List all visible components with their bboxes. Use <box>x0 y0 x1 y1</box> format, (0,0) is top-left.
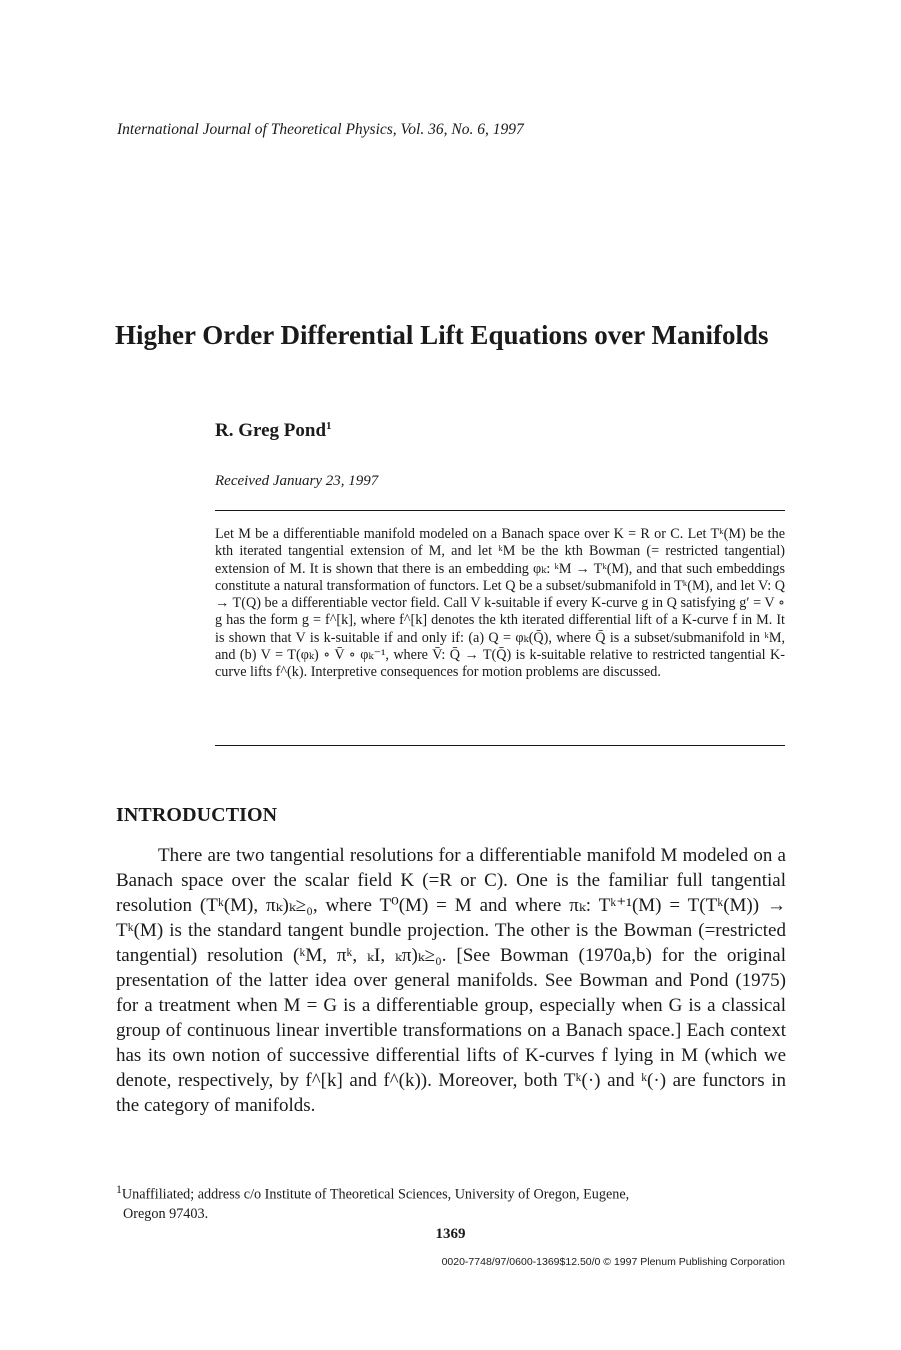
journal-citation: International Journal of Theoretical Physics, Vol. 36, No. 6, 1997 <box>117 121 524 138</box>
author-line <box>215 420 332 442</box>
author-footnote-mark: 1 <box>326 420 332 432</box>
abstract-text: Let M be a differentiable manifold modeled on a Banach space over K = R or C. Let Tᵏ(M) be the kth iterated tangential extension of M, and let ᵏM be the kth Bowman (= restricted tangential) extension of M. It is shown that there is an embedding φₖ: ᵏM → Tᵏ(M), and that such embeddings constitute a natural transformation of functors. Let Q be a subset/submanifold in Tᵏ(M), and let V: Q → T(Q) be a differentiable vector field. Call V k-suitable if every K-curve g in Q satisfying g′ = V ∘ g has the form g = f^[k], where f^[k] denotes the kth iterated differential lift of a K-curve f in M. It is shown that V is k-suitable if and only if: (a) Q = φₖ(Q̄), where Q̄ is a subset/submanifold in ᵏM, and (b) V = T(φₖ) ∘ V̄ ∘ φₖ⁻¹, where V̄: Q̄ → T(Q̄) is k-suitable relative to restricted tangential K-curve lifts f^(k). Interpretive consequences for motion problems are discussed. <box>215 526 785 681</box>
section-heading-introduction: INTRODUCTION <box>116 804 278 826</box>
footnote-mark: 1 <box>116 1182 122 1196</box>
abstract-bottom-rule <box>215 745 785 746</box>
author-name: R. Greg Pond <box>215 420 327 441</box>
paper-title: Higher Order Differential Lift Equations over Manifolds <box>115 320 769 350</box>
footnote <box>116 1180 786 1224</box>
abstract-top-rule <box>215 510 785 511</box>
footnote-line-2: Oregon 97403. <box>123 1205 209 1222</box>
received-date: Received January 23, 1997 <box>215 473 379 489</box>
introduction-paragraph: There are two tangential resolutions for a differentiable manifold M modeled on a Banach space over the scalar field K (=R or C). One is the familiar full tangential resolution (Tᵏ(M), πₖ)ₖ≥₀, where T⁰(M) = M and where πₖ: Tᵏ⁺¹(M) = T(Tᵏ(M)) → Tᵏ(M) is the standard tangent bundle projection. The other is the Bowman (=restricted tangential) resolution (ᵏM, πᵏ, ₖI, ₖπ)ₖ≥₀. [See Bowman (1970a,b) for the original presentation of the latter idea over general manifolds. See Bowman and Pond (1975) for a treatment when M = G is a differentiable group, especially when G is a classical group of continuous linear invertible transformations on a Banach space.] Each context has its own notion of successive differential lifts of K-curves f lying in M (which we denote, respectively, by f^[k] and f^(k)). Moreover, both Tᵏ(·) and ᵏ(·) are functors in the category of manifolds. <box>116 845 786 1116</box>
footnote-line-1: Unaffiliated; address c/o Institute of Theoretical Sciences, University of Oregon, Eugene, <box>121 1186 630 1203</box>
page-number: 1369 <box>435 1226 466 1242</box>
copyright-line: 0020-7748/97/0600-1369$12.50/0 © 1997 Plenum Publishing Corporation <box>441 1256 785 1268</box>
